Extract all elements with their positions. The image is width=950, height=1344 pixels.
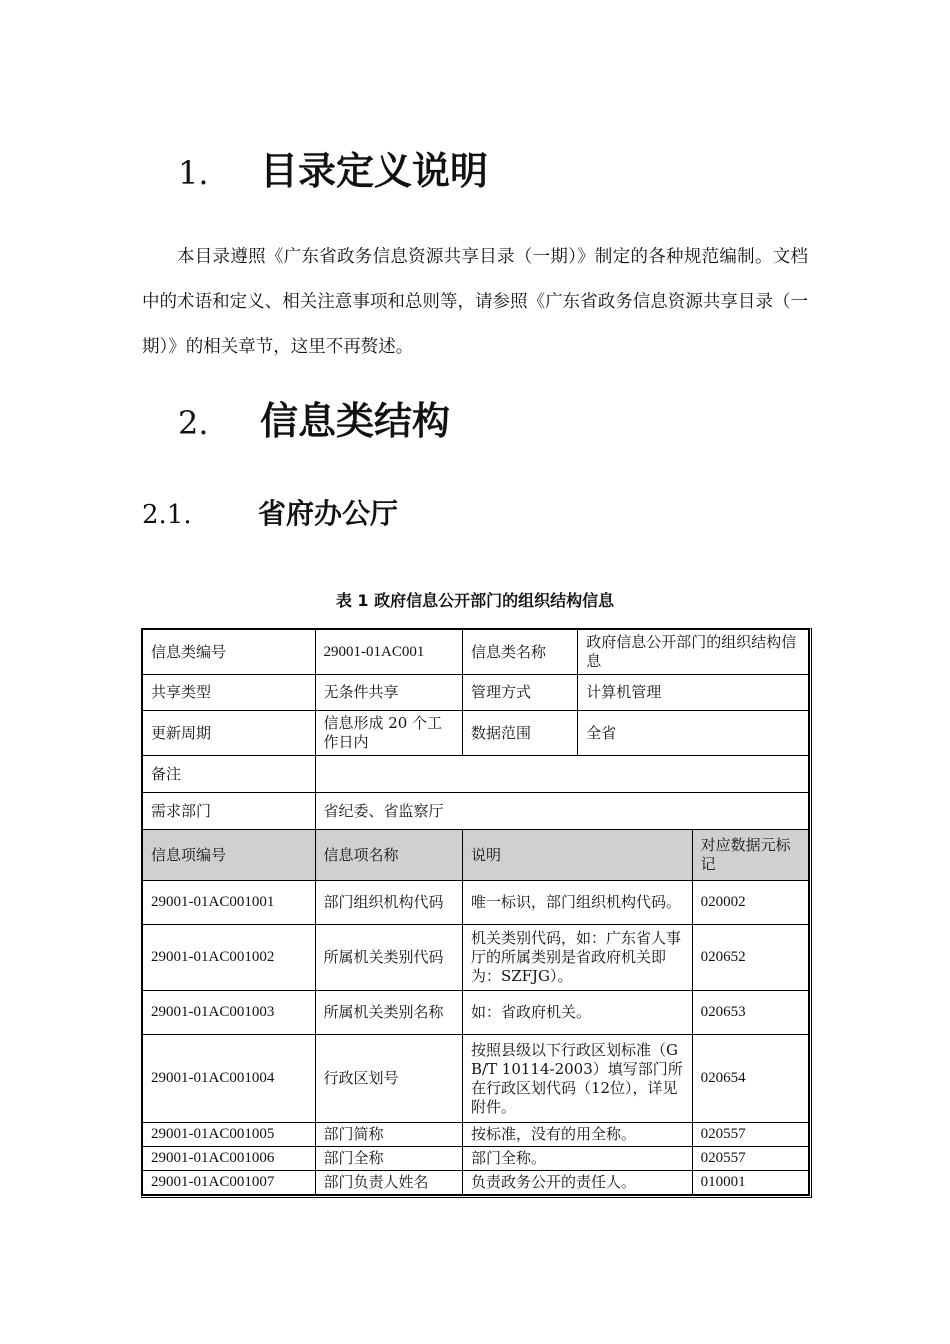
table-row [143,991,809,1035]
section-title: 省府办公厅 [258,497,399,530]
cell: 数据范围 [462,711,577,756]
cell: 020557 [692,1123,808,1147]
cell: 29001-01AC001007 [143,1171,316,1195]
info-row [143,675,809,711]
cell: 部门负责人姓名 [315,1171,462,1195]
cell: 020652 [692,925,808,991]
cell: 部门全称。 [462,1147,692,1171]
cell: 更新周期 [143,711,316,756]
cell: 省纪委、省监察厅 [315,793,809,830]
cell: 29001-01AC001002 [143,925,316,991]
cell: 29001-01AC001005 [143,1123,316,1147]
cell: 备注 [143,756,316,793]
cell: 需求部门 [143,793,316,830]
cell: 政府信息公开部门的组织结构信息 [578,630,809,675]
cell: 行政区划号 [315,1035,462,1123]
cell: 机关类别代码，如：广东省人事厅的所属类别是省政府机关即为：SZFJG）。 [462,925,692,991]
cell: 共享类型 [143,675,316,711]
cell: 计算机管理 [578,675,809,711]
table-row [143,1123,809,1147]
table-row [143,881,809,925]
section-number: 1. [178,154,209,192]
column-header: 信息项编号 [143,830,316,881]
cell: 29001-01AC001001 [143,881,316,925]
cell: 29001-01AC001 [315,630,462,675]
cell: 020653 [692,991,808,1035]
cell: 信息类编号 [143,630,316,675]
cell: 信息形成 20 个工作日内 [315,711,462,756]
info-row [143,630,809,675]
info-row [143,711,809,756]
info-table [141,628,812,1198]
table-row [143,1147,809,1171]
table-row [143,1171,809,1195]
cell: 所属机关类别代码 [315,925,462,991]
info-row [143,793,809,830]
cell: 所属机关类别名称 [315,991,462,1035]
cell: 部门全称 [315,1147,462,1171]
section-number: 2. [178,404,209,442]
cell: 020002 [692,881,808,925]
cell: 部门简称 [315,1123,462,1147]
section-title: 目录定义说明 [260,148,489,193]
section-2-heading [178,390,450,445]
cell: 管理方式 [462,675,577,711]
section-number: 2.1. [142,500,192,530]
column-header: 说明 [462,830,692,881]
cell: 按标准，没有的用全称。 [462,1123,692,1147]
cell: 020557 [692,1147,808,1171]
cell: 按照县级以下行政区划标准（GB/T 10114-2003）填写部门所在行政区划代码（12位），详见附件。 [462,1035,692,1123]
cell: 唯一标识，部门组织机构代码。 [462,881,692,925]
column-header: 对应数据元标记 [692,830,808,881]
cell: 29001-01AC001006 [143,1147,316,1171]
intro-paragraph: 本目录遵照《广东省政务信息资源共享目录（一期）》制定的各种规范编制。文档中的术语和定义、相关注意事项和总则等，请参照《广东省政务信息资源共享目录（一期）》的相关章节，这里不再赘述。 [142,247,808,357]
table-row [143,1035,809,1123]
items-header-row [143,830,809,881]
cell: 信息类名称 [462,630,577,675]
cell: 如：省政府机关。 [462,991,692,1035]
cell: 全省 [578,711,809,756]
cell: 无条件共享 [315,675,462,711]
section-2-1-heading [142,492,398,532]
table-caption: 表 1 政府信息公开部门的组织结构信息 [335,591,615,610]
table-row [143,925,809,991]
column-header: 信息项名称 [315,830,462,881]
cell: 010001 [692,1171,808,1195]
section-1-heading [178,140,488,195]
info-row [143,756,809,793]
cell: 29001-01AC001003 [143,991,316,1035]
cell: 部门组织机构代码 [315,881,462,925]
cell: 020654 [692,1035,808,1123]
cell [315,756,809,793]
cell: 负责政务公开的责任人。 [462,1171,692,1195]
section-title: 信息类结构 [260,398,451,443]
cell: 29001-01AC001004 [143,1035,316,1123]
